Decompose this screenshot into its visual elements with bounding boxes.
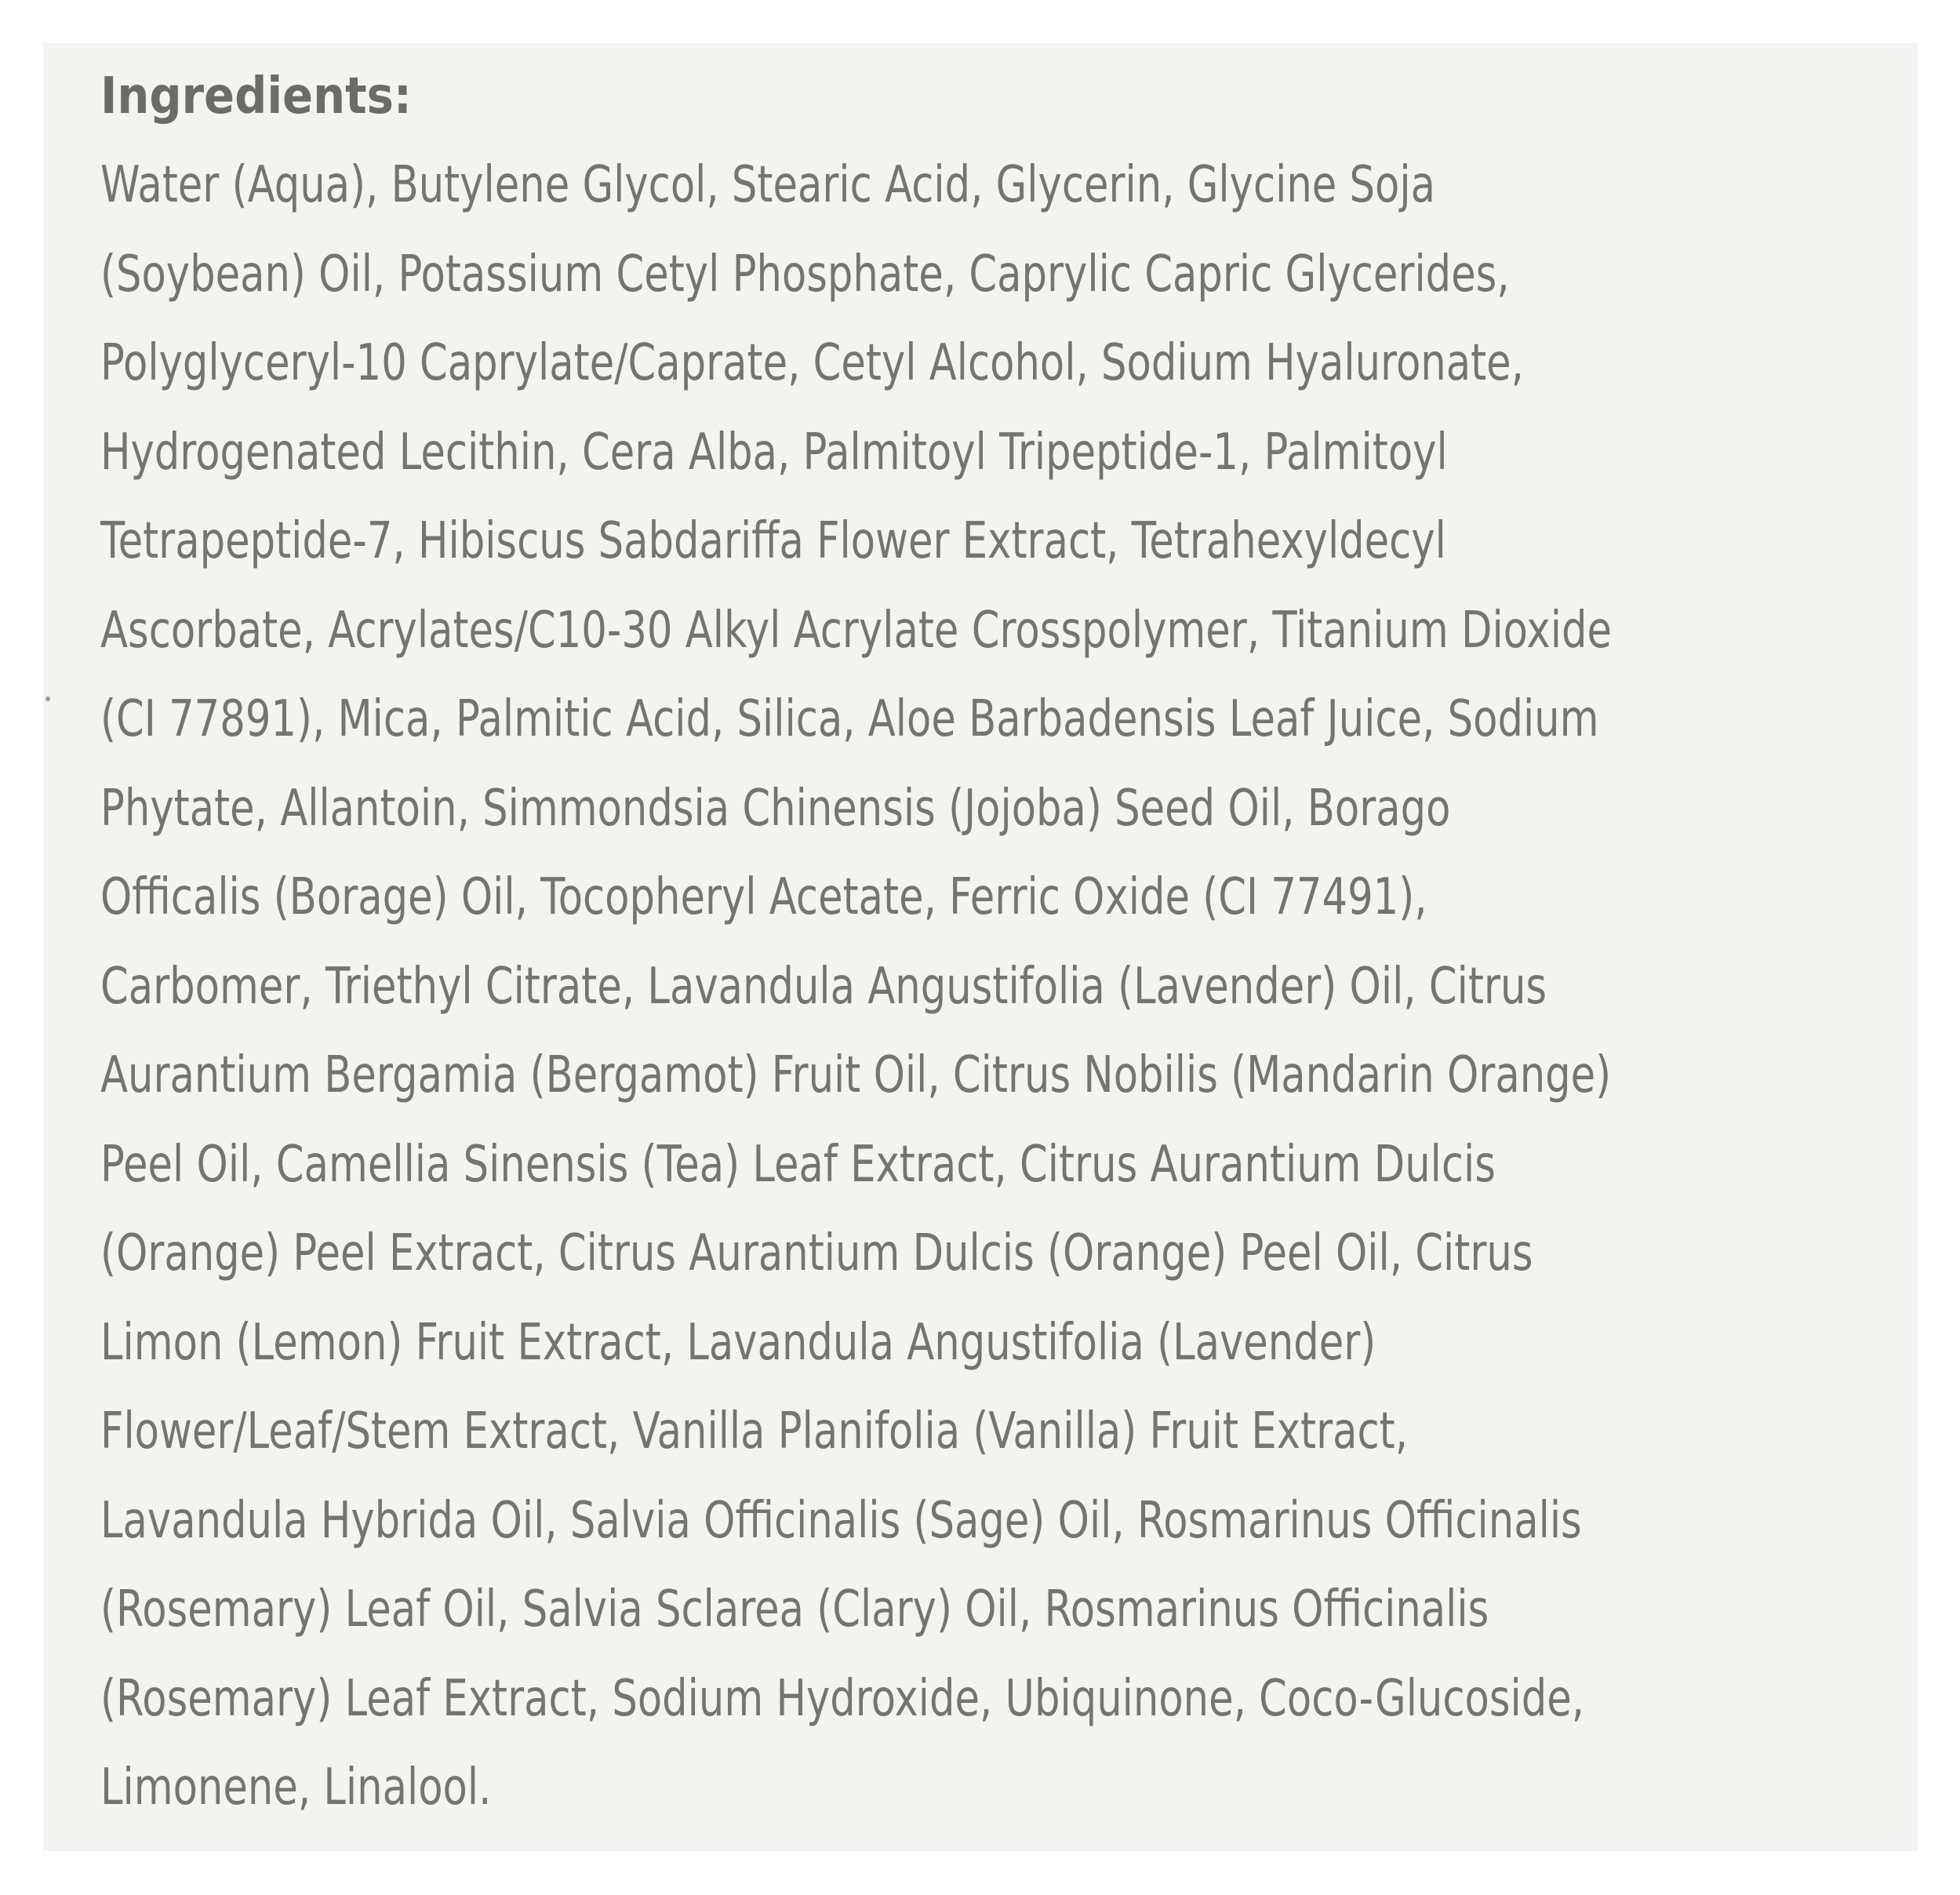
- ingredient-line: (Soybean) Oil, Potassium Cetyl Phosphate, Caprylic Capric Glycerides,: [100, 245, 1510, 304]
- ingredient-line: Carbomer, Triethyl Citrate, Lavandula Angustifolia (Lavender) Oil, Citrus: [100, 957, 1547, 1016]
- ingredient-line: (CI 77891), Mica, Palmitic Acid, Silica, Aloe Barbadensis Leaf Juice, Sodium: [100, 690, 1599, 748]
- ingredient-line: Hydrogenated Lecithin, Cera Alba, Palmitoyl Tripeptide-1, Palmitoyl: [100, 423, 1448, 482]
- ingredient-line: Tetrapeptide-7, Hibiscus Sabdariffa Flower Extract, Tetrahexyldecyl: [100, 512, 1446, 570]
- ingredients-heading: Ingredients:: [100, 67, 412, 125]
- speck-decoration: [45, 697, 50, 701]
- ingredient-line: Officalis (Borage) Oil, Tocopheryl Acetate, Ferric Oxide (CI 77491),: [100, 868, 1427, 926]
- ingredient-line: (Orange) Peel Extract, Citrus Aurantium Dulcis (Orange) Peel Oil, Citrus: [100, 1224, 1533, 1282]
- ingredients-text: [100, 141, 1960, 1833]
- ingredient-line: Phytate, Allantoin, Simmondsia Chinensis (Jojoba) Seed Oil, Borago: [100, 779, 1451, 838]
- ingredient-line: Water (Aqua), Butylene Glycol, Stearic Acid, Glycerin, Glycine Soja: [100, 156, 1435, 214]
- ingredient-line: (Rosemary) Leaf Extract, Sodium Hydroxide, Ubiquinone, Coco-Glucoside,: [100, 1669, 1585, 1728]
- ingredient-line: (Rosemary) Leaf Oil, Salvia Sclarea (Clary) Oil, Rosmarinus Officinalis: [100, 1580, 1489, 1639]
- ingredient-line: Ascorbate, Acrylates/C10-30 Alkyl Acrylate Crosspolymer, Titanium Dioxide: [100, 601, 1612, 660]
- ingredient-line: Polyglyceryl-10 Caprylate/Caprate, Cetyl Alcohol, Sodium Hyaluronate,: [100, 334, 1524, 392]
- ingredient-line: Aurantium Bergamia (Bergamot) Fruit Oil, Citrus Nobilis (Mandarin Orange): [100, 1046, 1612, 1104]
- ingredient-line: Flower/Leaf/Stem Extract, Vanilla Planifolia (Vanilla) Fruit Extract,: [100, 1402, 1408, 1460]
- ingredient-line: Limonene, Linalool.: [100, 1759, 492, 1817]
- ingredient-line: Peel Oil, Camellia Sinensis (Tea) Leaf Extract, Citrus Aurantium Dulcis: [100, 1135, 1496, 1194]
- ingredient-line: Lavandula Hybrida Oil, Salvia Officinalis (Sage) Oil, Rosmarinus Officinalis: [100, 1491, 1582, 1550]
- ingredient-line: Limon (Lemon) Fruit Extract, Lavandula Angustifolia (Lavender): [100, 1313, 1376, 1372]
